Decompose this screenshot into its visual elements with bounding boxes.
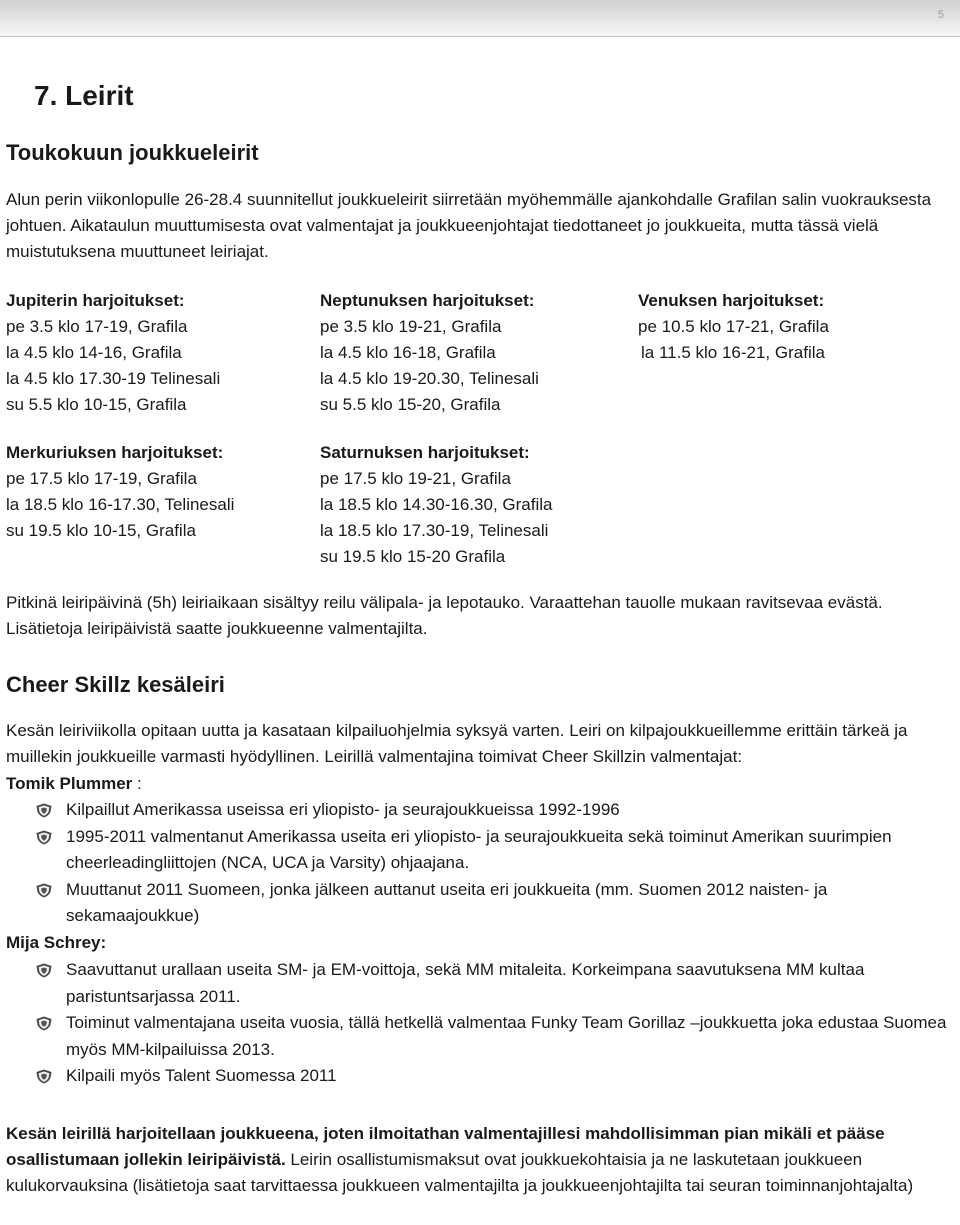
coach-mija-list: [6, 957, 952, 1090]
shield-bullet-icon: [36, 883, 52, 898]
shield-bullet-icon: [36, 803, 52, 818]
schedule-line: la 18.5 klo 14.30-16.30, Grafila: [320, 495, 553, 514]
closing-text: Leirin osallistumismaksut ovat joukkuekohtaisia ja ne laskutetaan joukkueen kulukorvauksina (lisätietoja saat tarvittaessa joukkueen valmentajilta ja joukkueenjohtajilta tai seuran toiminnanjohtajalta): [6, 1150, 914, 1195]
list-item-text: Kilpaili myös Talent Suomessa 2011: [66, 1066, 337, 1085]
schedule-line: la 18.5 klo 16-17.30, Telinesali: [6, 495, 235, 514]
shield-bullet-icon: [36, 830, 52, 845]
schedule-line: la 4.5 klo 16-18, Grafila: [320, 343, 496, 362]
schedule-line: pe 3.5 klo 17-19, Grafila: [6, 317, 188, 336]
coach-tomik-name: [6, 771, 952, 797]
coach-name: Mija Schrey:: [6, 933, 107, 952]
closing-paragraph: [6, 1121, 952, 1199]
coach-name: Tomik Plummer: [6, 774, 133, 793]
coach-tomik-list: [6, 797, 952, 930]
schedule-line: pe 3.5 klo 19-21, Grafila: [320, 317, 502, 336]
spring-note-paragraph: Pitkinä leiripäivinä (5h) leiriaikaan sisältyy reilu välipala- ja lepotauko. Varaattehan tauolle mukaan ravitsevaa evästä. Lisätietoja leiripäivistä saatte joukkueenne valmentajilta.: [6, 593, 883, 638]
list-item: [6, 1063, 952, 1090]
list-item: [6, 1010, 952, 1063]
list-item-text: 1995-2011 valmentanut Amerikassa useita eri yliopisto- ja seurajoukkueita sekä toiminut Amerikan suurimpien cheerleadingliittojen (NCA, UCA ja Varsity) ohjaajana.: [66, 826, 892, 872]
list-item-text: Toiminut valmentajana useita vuosia, tällä hetkellä valmentaa Funky Team Gorillaz –joukkuetta joka edustaa Suomea myös MM-kilpailuissa 2013.: [66, 1013, 947, 1059]
schedule-line: su 5.5 klo 15-20, Grafila: [320, 395, 501, 414]
saturn-schedule: [320, 440, 552, 570]
page-number: 5: [937, 9, 944, 21]
schedule-line: la 4.5 klo 17.30-19 Telinesali: [6, 369, 221, 388]
shield-bullet-icon: [36, 1069, 52, 1084]
schedule-line: pe 17.5 klo 17-19, Grafila: [6, 469, 197, 488]
shield-bullet-icon: [36, 963, 52, 978]
venus-schedule: [638, 288, 829, 366]
coach-name-suffix: :: [132, 774, 142, 793]
coach-mija-name: [6, 930, 952, 956]
list-item-text: Kilpaillut Amerikassa useissa eri yliopisto- ja seurajoukkueissa 1992-1996: [66, 800, 620, 819]
schedule-line: su 19.5 klo 15-20 Grafila: [320, 547, 506, 566]
schedule-line: la 4.5 klo 19-20.30, Telinesali: [320, 369, 539, 388]
schedule-line: pe 10.5 klo 17-21, Grafila: [638, 317, 829, 336]
schedule-line: su 5.5 klo 10-15, Grafila: [6, 395, 187, 414]
summer-intro-paragraph: Kesän leiriviikolla opitaan uutta ja kasataan kilpailuohjelmia syksyä varten. Leiri on kilpajoukkueillemme erittäin tärkeä ja muillekin joukkueille varmasti hyödyllinen. Leirillä valmentajina toimivat Cheer Skillzin valmentajat:: [6, 721, 908, 766]
schedule-line: su 19.5 klo 10-15, Grafila: [6, 521, 196, 540]
section-title: 7. Leirit: [34, 80, 134, 111]
shield-bullet-icon: [36, 1016, 52, 1031]
list-item-text: Muuttanut 2011 Suomeen, jonka jälkeen auttanut useita eri joukkueita (mm. Suomen 2012 naisten- ja sekamaajoukkue): [66, 879, 828, 925]
list-item: [6, 957, 952, 1010]
schedule-line: la 4.5 klo 14-16, Grafila: [6, 343, 182, 362]
list-item: [6, 797, 952, 824]
saturn-title: Saturnuksen harjoitukset:: [320, 443, 530, 462]
schedule-line: pe 17.5 klo 19-21, Grafila: [320, 469, 511, 488]
spring-intro-paragraph: Alun perin viikonlopulle 26-28.4 suunnitellut joukkueleirit siirretään myöhemmälle ajankohdalle Grafilan salin vuokrauksesta johtuen. Aikataulun muuttumisesta ovat valmentajat ja joukkueenjohtajat tiedottaneet jo joukkueita, mutta tässä vielä muistutuksena muuttuneet leiriajat.: [6, 190, 932, 261]
jupiter-schedule: [6, 288, 220, 418]
list-item: [6, 824, 952, 877]
spring-camps-heading: Toukokuun joukkueleirit: [6, 140, 259, 165]
mercury-schedule: [6, 440, 234, 544]
mercury-title: Merkuriuksen harjoitukset:: [6, 443, 224, 462]
closing-bold-text: Kesän leirillä harjoitellaan joukkueena, joten ilmoitathan valmentajillesi mahdollisimman pian mikäli et pääse osallistumaan jollekin leiripäivistä.: [6, 1124, 885, 1169]
list-item: [6, 877, 952, 930]
venus-title: Venuksen harjoitukset:: [638, 291, 825, 310]
neptune-title: Neptunuksen harjoitukset:: [320, 291, 535, 310]
schedule-line: la 18.5 klo 17.30-19, Telinesali: [320, 521, 549, 540]
page-header: [0, 0, 960, 37]
list-item-text: Saavuttanut urallaan useita SM- ja EM-voittoja, sekä MM mitaleita. Korkeimpana saavutuksena MM kultaa paristuntsarjassa 2011.: [66, 960, 865, 1006]
jupiter-title: Jupiterin harjoitukset:: [6, 291, 185, 310]
schedule-line: la 11.5 klo 16-21, Grafila: [641, 343, 825, 362]
neptune-schedule: [320, 288, 539, 418]
summer-camp-heading: Cheer Skillz kesäleiri: [6, 672, 225, 697]
